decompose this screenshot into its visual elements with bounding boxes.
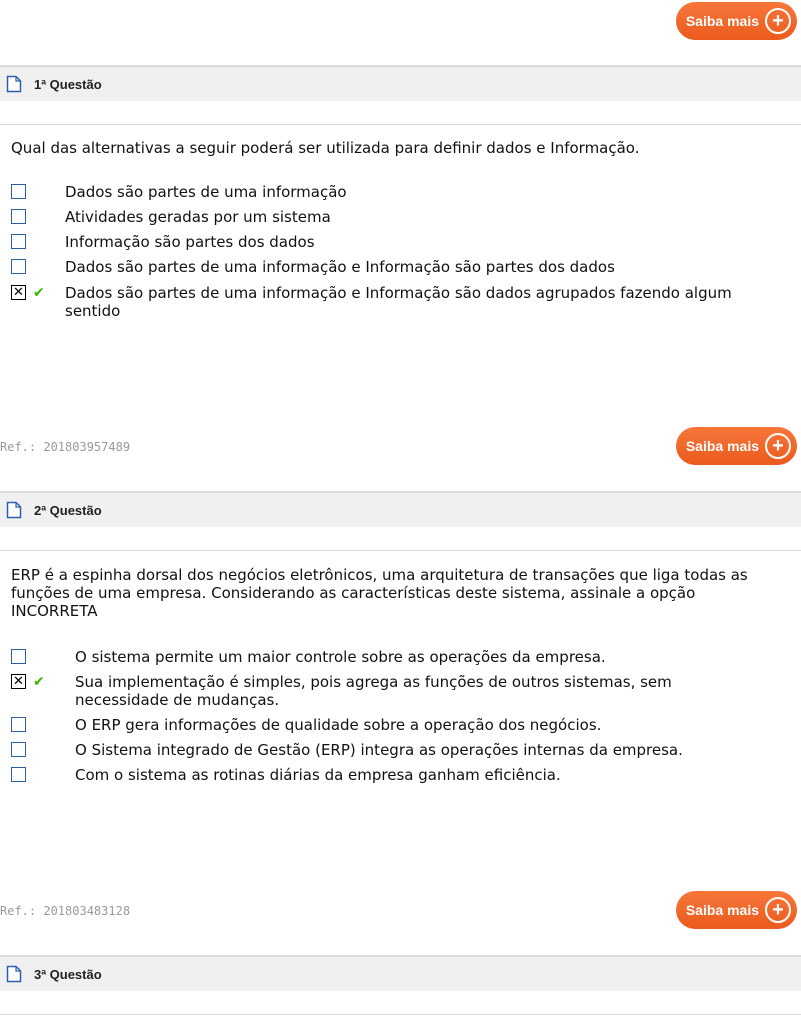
- checkbox[interactable]: [11, 717, 26, 732]
- saiba-mais-button[interactable]: [676, 427, 797, 465]
- question-title: 2ª Questão: [34, 502, 102, 518]
- question-2-header: [0, 491, 801, 527]
- checked-checkbox[interactable]: ✕: [11, 285, 26, 300]
- saiba-mais-label: Saiba mais: [685, 438, 759, 454]
- option-text: Com o sistema as rotinas diárias da empresa ganham eficiência.: [75, 766, 561, 784]
- document-icon: [6, 75, 22, 93]
- saiba-mais-button[interactable]: [676, 2, 797, 40]
- correct-check-icon: ✔: [33, 285, 45, 301]
- option-text: Dados são partes de uma informação e Informação são partes dos dados: [65, 258, 615, 276]
- checkbox[interactable]: [11, 234, 26, 249]
- document-icon: [6, 501, 22, 519]
- option-text: Dados são partes de uma informação: [65, 183, 347, 201]
- correct-check-icon: ✔: [33, 674, 45, 690]
- checkbox[interactable]: [11, 742, 26, 757]
- option-text: O sistema permite um maior controle sobre as operações da empresa.: [75, 648, 606, 666]
- checkbox[interactable]: [11, 184, 26, 199]
- question-3-header: [0, 955, 801, 991]
- option-text: O ERP gera informações de qualidade sobre a operação dos negócios.: [75, 716, 602, 734]
- option-text: Sua implementação é simples, pois agrega as funções de outros sistemas, sem necessidade de mudanças.: [75, 673, 672, 709]
- option-text: Atividades geradas por um sistema: [65, 208, 331, 226]
- reference-code: Ref.: 201803483128: [0, 904, 131, 918]
- question-1-header: [0, 65, 801, 101]
- divider: [0, 1014, 801, 1015]
- question-text: Qual das alternativas a seguir poderá ser utilizada para definir dados e Informação.: [11, 139, 640, 157]
- option-text: Informação são partes dos dados: [65, 233, 315, 251]
- question-text: ERP é a espinha dorsal dos negócios eletrônicos, uma arquitetura de transações que liga todas as funções de uma empresa. Considerando as características deste sistema, assinale a opção INCORRETA: [11, 566, 748, 620]
- divider: [0, 550, 801, 551]
- option-text: Dados são partes de uma informação e Informação são dados agrupados fazendo algum sentido: [65, 284, 732, 320]
- reference-code: Ref.: 201803957489: [0, 440, 131, 454]
- document-icon: [6, 965, 22, 983]
- checkbox[interactable]: [11, 209, 26, 224]
- question-title: 3ª Questão: [34, 966, 102, 982]
- divider: [0, 124, 801, 125]
- checkbox[interactable]: [11, 259, 26, 274]
- saiba-mais-label: Saiba mais: [685, 13, 759, 29]
- saiba-mais-label: Saiba mais: [685, 902, 759, 918]
- question-title: 1ª Questão: [34, 76, 102, 92]
- plus-icon: +: [765, 8, 791, 34]
- saiba-mais-button[interactable]: [676, 891, 797, 929]
- checkbox[interactable]: [11, 767, 26, 782]
- plus-icon: +: [765, 897, 791, 923]
- option-text: O Sistema integrado de Gestão (ERP) integra as operações internas da empresa.: [75, 741, 683, 759]
- checked-checkbox[interactable]: ✕: [11, 674, 26, 689]
- plus-icon: +: [765, 433, 791, 459]
- checkbox[interactable]: [11, 649, 26, 664]
